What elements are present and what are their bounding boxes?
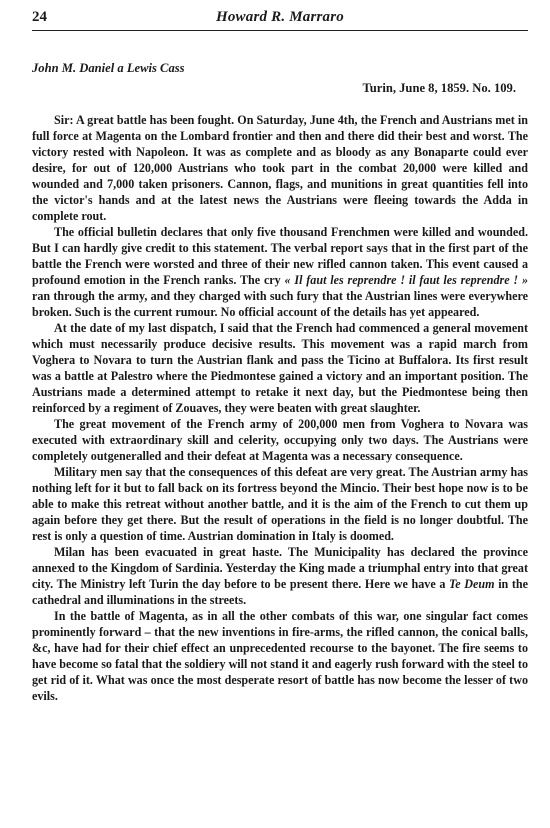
- french-quotation: « Il faut les reprendre ! il faut les reprendre ! »: [284, 273, 528, 287]
- paragraph-6-text-b: in the cathedral and illuminations in the streets.: [32, 577, 529, 607]
- paragraph-1: Sir: A great battle has been fought. On Saturday, June 4th, the French and Austrians met in full force at Magenta on the Lombard frontier and then and there did their best and worst. The victory rested with Napoleon. It was as complete and as bloody as any Bonaparte could ever desire, for out of 120,000 Austrians who took part in the combat 20,000 were killed and wounded and 7,000 taken prisoners. Cannon, flags, and munitions in great quantities fell into the victor's hands and at the latest news the Austrians were fleeing towards the Adda in complete rout.: [32, 113, 528, 223]
- running-head: [32, 8, 528, 31]
- paragraph-2-text-b: ran through the army, and they charged with such fury that the Austrian lines were everywhere broken. Such is the current rumour. No official account of the details has yet appeared.: [32, 289, 528, 319]
- letter-body: [32, 112, 528, 704]
- paragraph-6: [32, 544, 528, 608]
- running-title: Howard R. Marraro: [215, 9, 344, 25]
- letter-correspondents: John M. Daniel a Lewis Cass: [32, 61, 185, 75]
- paragraph-7: In the battle of Magenta, as in all the other combats of this war, one singular fact comes prominently forward – that the new inventions in fire-arms, the rifled cannon, the conical balls, &c, have had for their chief effect an unprecedented recourse to the bayonet. The fire seems to have become so fatal that the soldiery will not stand it and eagerly rush forward with the steel to get rid of it. What was once the most desperate resort of battle has now become the lesser of two evils.: [32, 609, 528, 703]
- page-number: 24: [32, 9, 47, 25]
- letter-dateline: Turin, June 8, 1859. No. 109.: [362, 81, 516, 95]
- paragraph-6-text-a: Milan has been evacuated in great haste. The Municipality has declared the province annexed to the Kingdom of Sardinia. Yesterday the King made a triumphal entry into that great city. The Ministry left Turin the day before to be present there. Here we have a: [32, 545, 528, 591]
- paragraph-3: At the date of my last dispatch, I said that the French had commenced a general movement which must necessarily produce decisive results. This movement was a rapid march from Voghera to Novara to turn the Austrian flank and pass the Ticino at Buffalora. Its first result was a battle at Palestro where the Piedmontese gained a victory and an important position. The Austrians made a determined attempt to retake it next day, but the Piedmontese being then reinforced by a regiment of Zouaves, they were beaten with great slaughter.: [32, 321, 528, 415]
- paragraph-5: Military men say that the consequences of this defeat are very great. The Austrian army has nothing left for it but to fall back on its fortress beyond the Mincio. Their best hope now is to be able to make this retreat without another battle, and it is the aim of the French to cut them up again before they get there. But the result of operations in the field is no longer doubtful. The rest is only a question of time. Austrian domination in Italy is doomed.: [32, 465, 528, 543]
- paragraph-2: [32, 224, 528, 320]
- paragraph-4: The great movement of the French army of 200,000 men from Voghera to Novara was executed with extraordinary skill and celerity, occupying only two days. The Austrians were completely outgeneralled and their defeat at Magenta was a necessary consequence.: [32, 417, 528, 463]
- paragraph-2-text-a: The official bulletin declares that only five thousand Frenchmen were killed and wounded. But I can hardly give credit to this statement. The verbal report says that in the first part of the battle the French were worsted and three of their new rifled cannon taken. This event caused a profound emotion in the French ranks. The cry: [32, 225, 528, 287]
- te-deum: Te Deum: [449, 577, 495, 591]
